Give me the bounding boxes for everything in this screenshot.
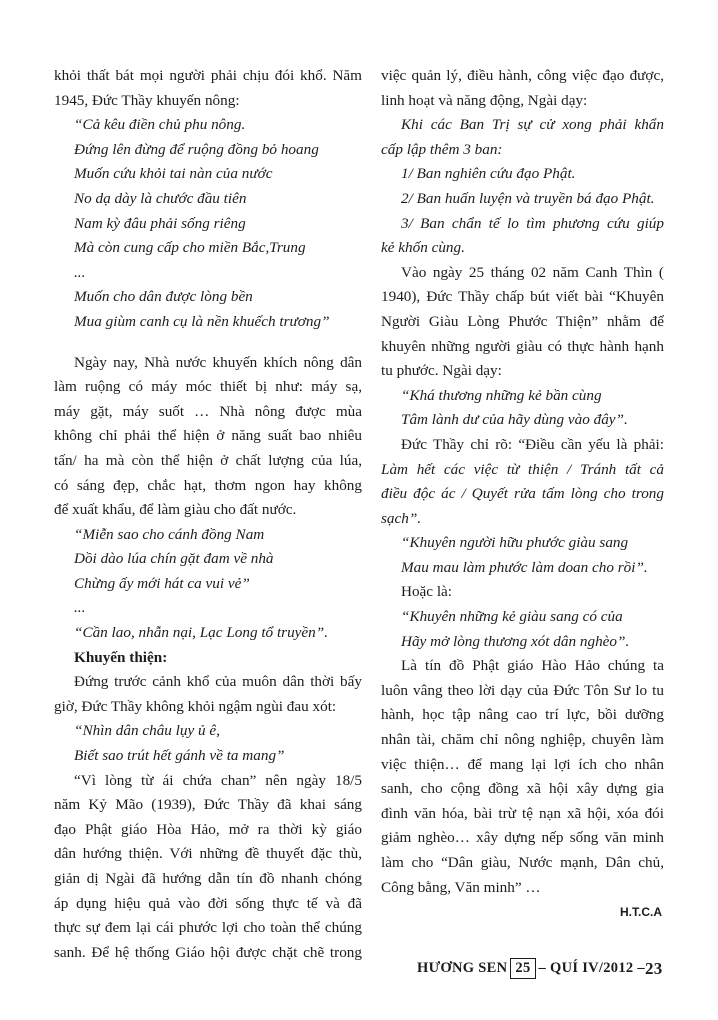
text-line: giản dị Ngài đã hướng dẫn tín đồ nhanh chóng (54, 870, 362, 887)
magazine-name: HƯƠNG SEN (417, 960, 508, 976)
right-column (381, 64, 664, 925)
text-line: việc thiện… để mang lại lợi ích cho nhân (381, 755, 664, 773)
text-line: để xuất khẩu, để làm giàu cho đất nước. (54, 501, 297, 519)
text-line: 3/ Ban chẩn tế lo tìm phương cứu giúp (401, 214, 664, 232)
text-line: linh hoạt và năng động, Ngài dạy: (381, 91, 588, 109)
page-number: 23 (644, 958, 663, 978)
text-line: “Vì lòng từ ái chứa chan” nên ngày 18/5 (74, 771, 362, 789)
text-line: hành, học tập nâng cao trí lực, bồi dưỡng (381, 706, 664, 724)
text-line (54, 335, 362, 351)
text-line: sạch”. (381, 509, 422, 527)
text-line: khuyên những người giàu có thực hành hạnh (381, 337, 664, 355)
text-line: “Nhìn dân châu lụy ủ ê, (74, 722, 220, 740)
text-line: việc quản lý, điều hành, công việc đạo được, (381, 67, 664, 84)
text-line: thực sự đem lại cái phước lợi cho toàn thể chúng (54, 919, 362, 937)
text-line: Chừng ấy mới hát ca vui vẻ” (74, 574, 250, 592)
text-line: Mua giùm canh cụ là nền khuếch trương” (74, 312, 330, 330)
text-line: “Miễn sao cho cánh đồng Nam (74, 525, 265, 543)
text-line: No dạ dày là chước đầu tiên (74, 189, 247, 207)
text-line: 1945, Đức Thầy khuyến nông: (54, 91, 240, 109)
text-line: Hãy mở lòng thương xót dân nghèo”. (401, 632, 630, 650)
text-line: Ngày nay, Nhà nước khuyến khích nông dân (74, 353, 362, 371)
text-line: cấp lập thêm 3 ban: (381, 140, 503, 158)
text-line: không chỉ phải thể hiện ở năng suất bao nhiêu (54, 427, 362, 445)
issue-number-box: 25 (510, 958, 535, 979)
text-line: “Khá thương những kẻ bần cùng (401, 386, 602, 404)
text-line: “Khuyên những kẻ giàu sang có của (401, 608, 623, 626)
text-line: Người Giàu Lòng Phước Thiện” nhằm để (381, 312, 664, 330)
text-line: Tâm lành dư của hãy dùng vào đây”. (401, 411, 628, 429)
text-line: giảm nghèo… xây dựng nếp sống văn minh (381, 829, 664, 847)
text-line: giờ, Đức Thầy không khỏi ngậm ngùi đau xót: (54, 697, 337, 715)
text-line: đình văn hóa, bài trừ tệ nạn xã hội, xóa đói (381, 804, 664, 822)
text-line: đạo Phật giáo Hòa Hảo, mở ra thời kỳ giáo (54, 820, 362, 838)
footer-separator: – (538, 960, 547, 976)
text-line: Làm hết các việc từ thiện / Tránh tất cả (381, 460, 664, 478)
text-line: tu phước. Ngài dạy: (381, 362, 502, 380)
page-footer (417, 958, 663, 979)
text-line: Là tín đồ Phật giáo Hào Hảo chúng ta (401, 657, 664, 675)
text-line: “Khuyên người hữu phước giàu sang (401, 534, 629, 552)
text-line: ... (74, 263, 86, 281)
text-line: có sáng đẹp, chắc hạt, thơm ngon hay không (54, 476, 362, 494)
text-line: khỏi thất bát mọi người phải chịu đói khổ. Năm (54, 67, 362, 84)
text-line: điều độc ác / Quyết rửa tấm lòng cho trong (381, 485, 664, 503)
text-line: Khuyến thiện: (74, 648, 168, 666)
text-line: 2/ Ban huấn luyện và truyền bá đạo Phật. (401, 189, 655, 207)
left-column (54, 64, 362, 965)
text-line: tấn/ ha mà còn thể hiện ở chất lượng của lúa, (54, 451, 362, 469)
text-line: 1940), Đức Thầy chấp bút viết bài “Khuyên (381, 288, 664, 306)
text-line: “Cả kêu điền chủ phu nông. (74, 116, 246, 134)
text-line: Biết sao trút hết gánh về ta mang” (74, 747, 285, 765)
text-line: Đứng trước cảnh khổ của muôn dân thời bấy (74, 673, 362, 691)
text-line: Đức Thầy chỉ rõ: “Điều cần yếu là phải: (401, 435, 664, 453)
text-line: ... (74, 599, 86, 617)
text-line: làm ruộng có máy móc thiết bị như: máy sạ, (54, 378, 362, 396)
text-line: Công bằng, Văn minh” … (381, 878, 541, 896)
text-line: Muốn cứu khỏi tai nàn của nước (74, 165, 273, 183)
text-line: máy gặt, máy suốt … Nhà nông được mùa (54, 402, 362, 420)
text-line: dân hướng thiện. Với những đề thuyết đặc thù, (54, 845, 362, 863)
text-line: Vào ngày 25 tháng 02 năm Canh Thìn ( (401, 263, 664, 281)
text-line: Muốn cho dân được lòng bền (74, 288, 253, 306)
text-line: Đứng lên đừng để ruộng đồng bỏ hoang (74, 140, 319, 158)
quarter-label: QUÍ IV/2012 – (550, 960, 645, 976)
text-line: Nam kỳ đâu phải sống riêng (74, 214, 246, 232)
text-line: luôn vâng theo lời dạy của Đức Tôn Sư lo tu (381, 681, 664, 699)
text-line: nhân tài, chăm chỉ nông nghiệp, chuyên làm (381, 731, 664, 749)
text-line: sanh, cho cộng đồng xã hội xây dựng gia (381, 780, 664, 798)
text-line: “Cần lao, nhẫn nại, Lạc Long tổ truyền”. (74, 624, 328, 642)
text-line: áp dụng hiệu quả vào đời sống thực tế và đã (54, 894, 362, 912)
text-line: làm cho “Dân giàu, Nước mạnh, Dân chủ, (381, 854, 664, 871)
text-line: 1/ Ban nghiên cứu đạo Phật. (401, 165, 576, 183)
text-line: kẻ khốn cùng. (381, 239, 465, 257)
author-signature: H.T.C.A (620, 905, 662, 920)
text-line: Dồi dào lúa chín gặt đam về nhà (74, 550, 274, 568)
text-line: Mà còn cung cấp cho miền Bắc,Trung (74, 239, 306, 257)
text-line: Mau mau làm phước làm doan cho rồi”. (401, 558, 648, 576)
text-line: Khi các Ban Trị sự cử xong phải khẩn (401, 116, 664, 134)
text-line: Hoặc là: (401, 583, 453, 601)
text-line: năm Kỷ Mão (1939), Đức Thầy đã khai sáng (54, 796, 362, 814)
text-line: sanh. Để hệ thống Giáo hội được chặt chẽ trong (54, 943, 362, 961)
